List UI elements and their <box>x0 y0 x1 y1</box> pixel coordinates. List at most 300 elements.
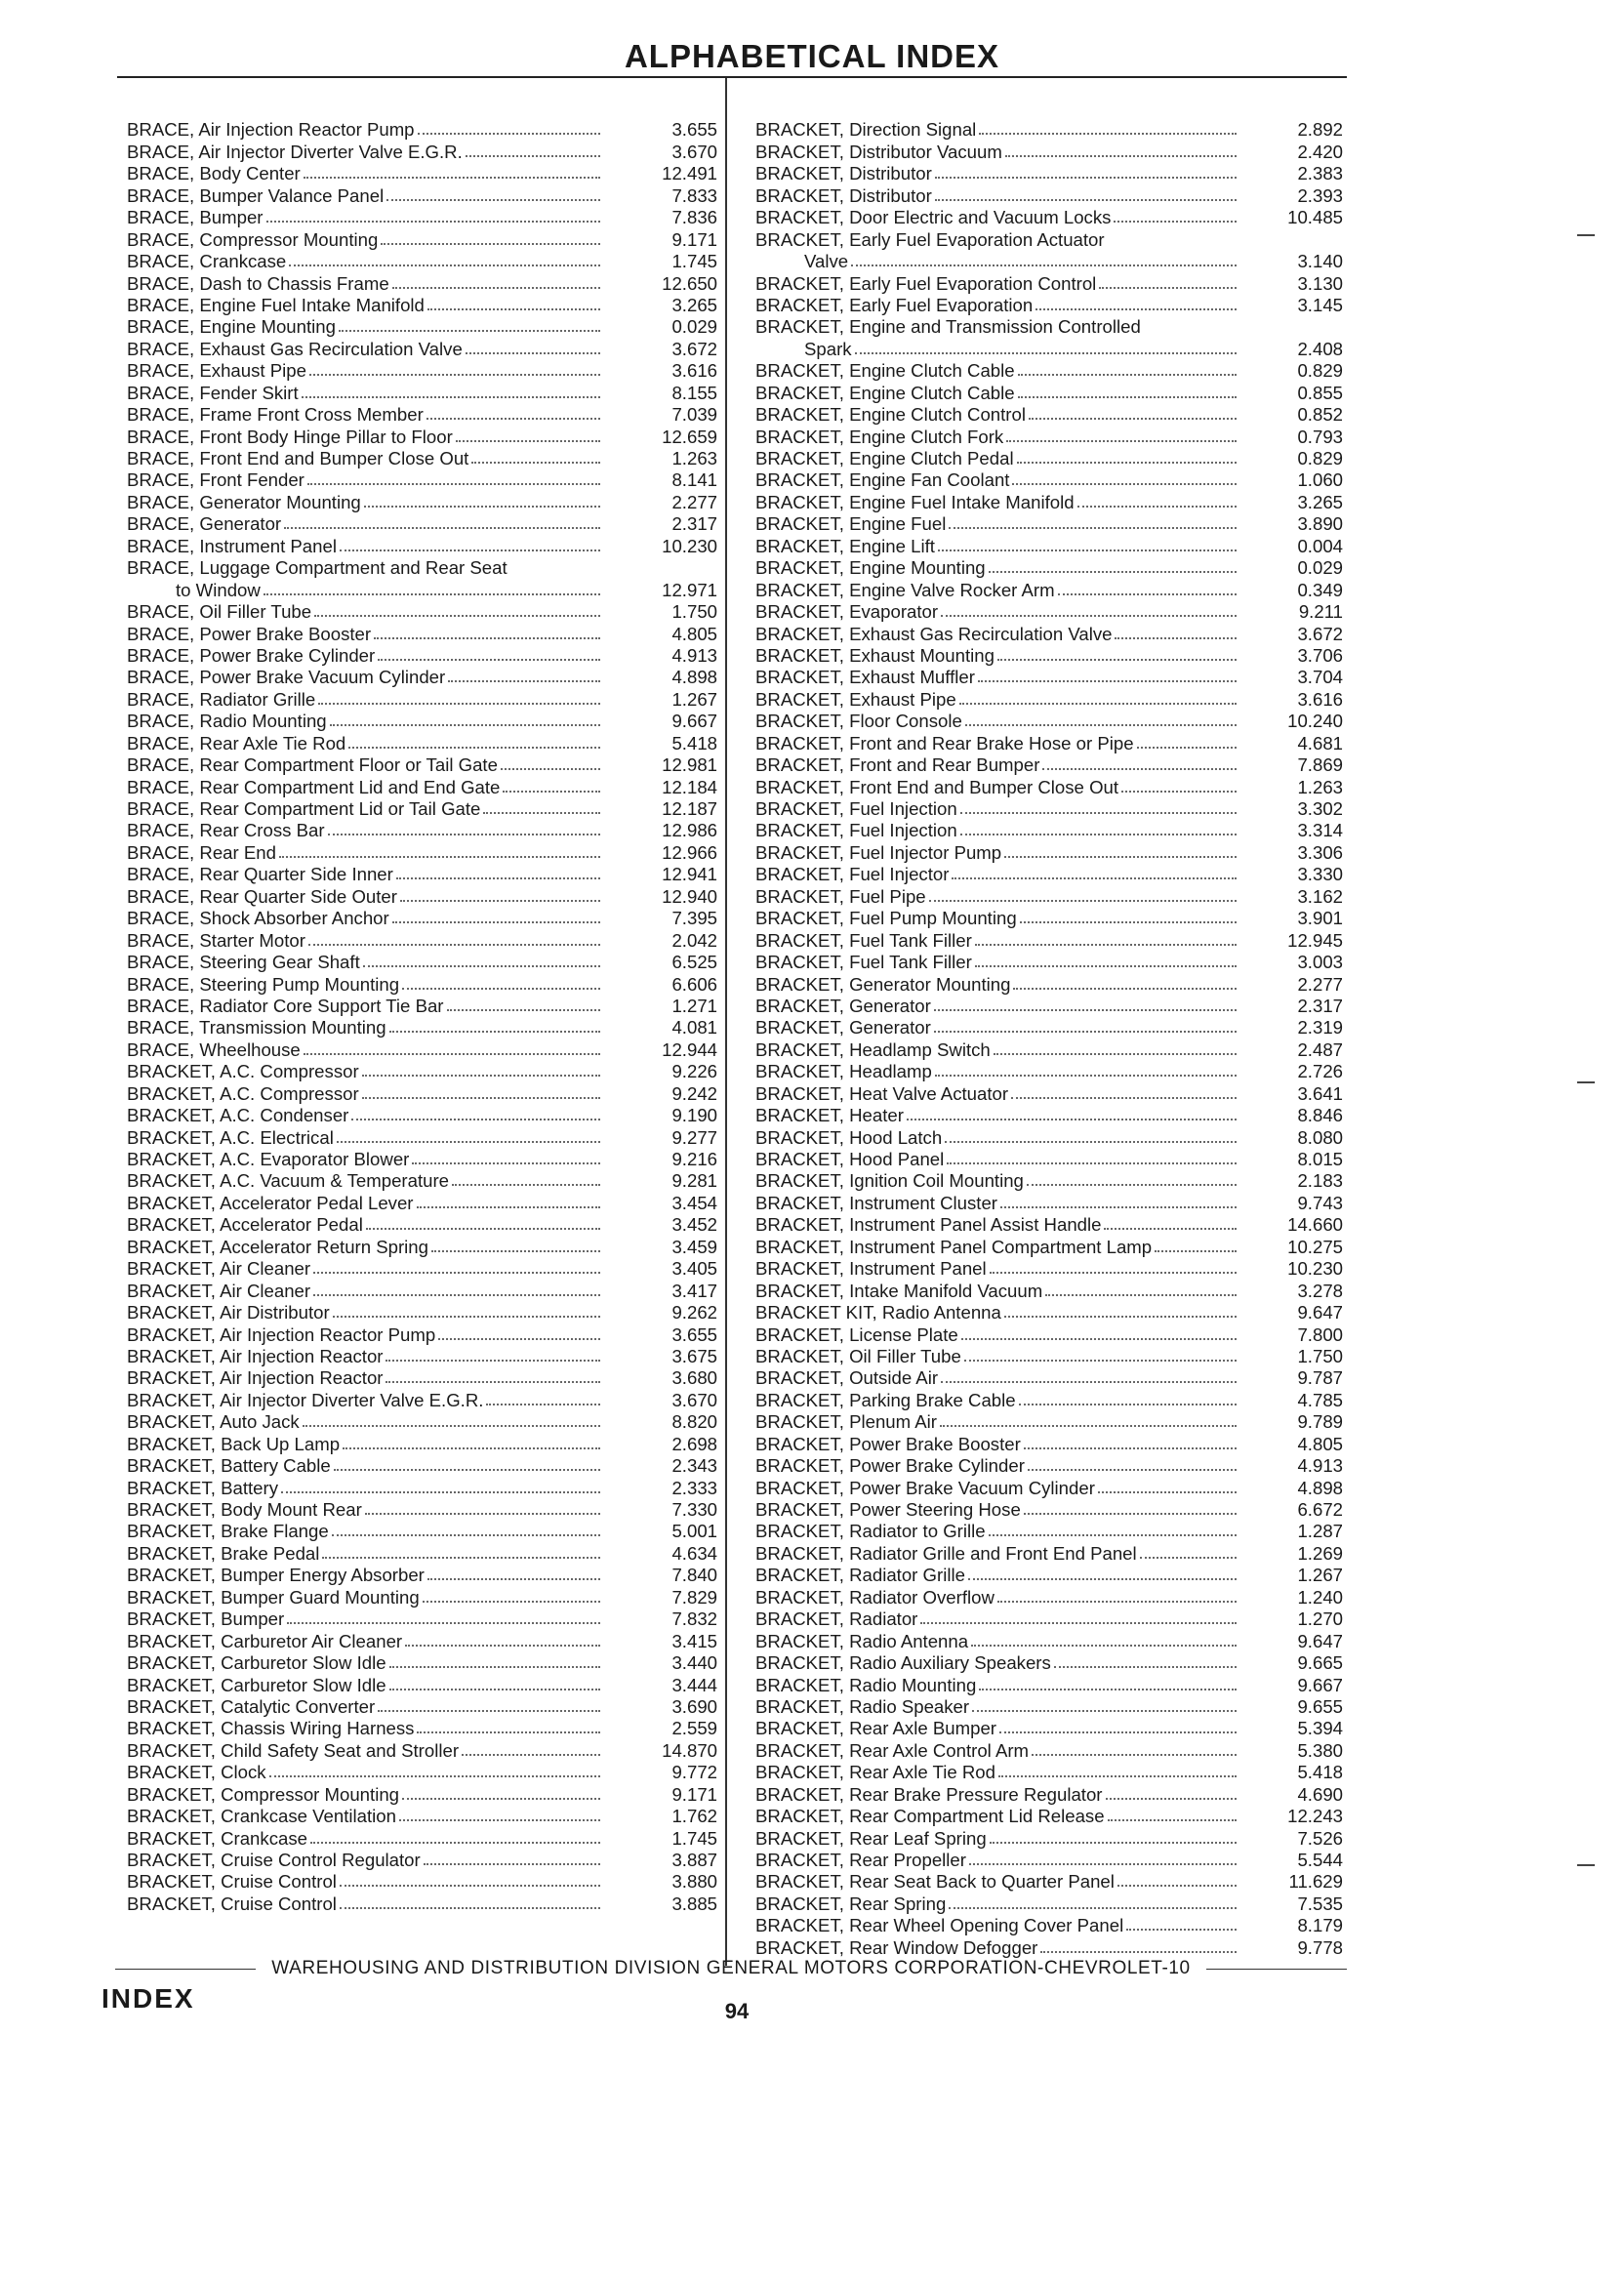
margin-tick <box>1577 1081 1595 1083</box>
footer-rule-right <box>1206 1969 1347 1970</box>
entry-page-number: 3.440 <box>671 1652 717 1674</box>
entry-label: BRACKET, Front and Rear Bumper <box>755 754 1040 776</box>
entry-label: BRACKET, Bumper Guard Mounting <box>127 1586 420 1608</box>
index-entry <box>755 1762 1343 1783</box>
entry-label: BRACKET, Exhaust Mounting <box>755 644 995 666</box>
entry-label: BRACKET, Early Fuel Evaporation <box>755 294 1034 315</box>
entry-page-number: 9.647 <box>1297 1302 1343 1323</box>
index-entry <box>755 1586 1343 1608</box>
entry-page-number: 3.690 <box>671 1695 717 1717</box>
entry-page-number: 8.155 <box>671 382 717 403</box>
index-entry <box>127 1170 717 1192</box>
dot-leader <box>935 176 1237 179</box>
dot-leader <box>1012 482 1237 485</box>
entry-page-number: 8.820 <box>671 1411 717 1433</box>
entry-page-number: 3.265 <box>671 294 717 315</box>
dot-leader <box>399 1818 600 1821</box>
entry-page-number: 12.650 <box>662 272 717 294</box>
index-entry <box>127 667 717 688</box>
dot-leader <box>1115 636 1237 639</box>
index-entry <box>755 1170 1343 1192</box>
index-entry <box>127 798 717 820</box>
entry-page-number: 9.789 <box>1297 1411 1343 1433</box>
entry-label: BRACKET, Radiator to Grille <box>755 1521 986 1542</box>
entry-page-number: 7.832 <box>671 1608 717 1630</box>
index-entry <box>127 448 717 469</box>
entry-page-number: 9.242 <box>671 1082 717 1104</box>
index-entry <box>755 228 1343 250</box>
entry-page-number: 2.383 <box>1297 163 1343 184</box>
entry-label: BRACE, Radiator Core Support Tie Bar <box>127 995 444 1016</box>
entry-label: BRACKET, Power Steering Hose <box>755 1499 1021 1520</box>
entry-label: BRACE, Wheelhouse <box>127 1038 301 1060</box>
entry-label: BRACKET, Engine Clutch Control <box>755 404 1026 426</box>
index-entry <box>755 1542 1343 1564</box>
entry-page-number: 12.945 <box>1287 929 1343 951</box>
entry-page-number: 2.393 <box>1297 184 1343 206</box>
entry-page-number: 3.672 <box>671 338 717 359</box>
index-entry <box>755 1367 1343 1389</box>
index-entry <box>127 711 717 732</box>
entry-label: BRACE, Exhaust Gas Recirculation Valve <box>127 338 463 359</box>
entry-label: BRACKET, Early Fuel Evaporation Control <box>755 272 1097 294</box>
entry-page-number: 4.081 <box>671 1017 717 1038</box>
entry-page-number: 3.901 <box>1297 908 1343 929</box>
dot-leader <box>972 1709 1237 1712</box>
entry-label: BRACKET, Engine Clutch Fork <box>755 426 1004 447</box>
entry-label: BRACKET, Fuel Injector <box>755 864 950 885</box>
index-entry <box>755 1280 1343 1301</box>
entry-label: BRACKET, Catalytic Converter <box>127 1695 376 1717</box>
dot-leader <box>935 1074 1237 1077</box>
index-entry <box>127 469 717 491</box>
entry-page-number: 14.870 <box>662 1739 717 1761</box>
entry-page-number: 3.405 <box>671 1258 717 1280</box>
index-entry <box>755 316 1343 338</box>
entry-page-number: 3.655 <box>671 119 717 141</box>
entry-label: BRACKET, Heater <box>755 1105 904 1126</box>
index-entry <box>127 404 717 426</box>
index-entry <box>755 908 1343 929</box>
entry-page-number: 2.408 <box>1297 338 1343 359</box>
index-entry <box>127 1433 717 1454</box>
entry-label: BRACKET, Fuel Injection <box>755 798 957 819</box>
entry-page-number: 9.277 <box>671 1126 717 1148</box>
dot-leader <box>362 1074 600 1077</box>
entry-label: BRACKET, Engine Clutch Cable <box>755 360 1015 382</box>
entry-label: BRACKET, A.C. Vacuum & Temperature <box>127 1170 450 1192</box>
entry-label: BRACKET, Cruise Control <box>127 1893 337 1914</box>
entry-label: BRACKET, Power Brake Vacuum Cylinder <box>755 1477 1095 1498</box>
index-entry <box>127 272 717 294</box>
entry-label: BRACKET, Plenum Air <box>755 1411 938 1433</box>
index-entry <box>127 1236 717 1257</box>
entry-page-number: 12.187 <box>662 798 717 819</box>
index-entry <box>127 1542 717 1564</box>
dot-leader <box>456 439 600 442</box>
index-entry <box>127 754 717 776</box>
index-entry <box>127 1126 717 1148</box>
entry-page-number: 7.330 <box>671 1499 717 1520</box>
index-entry <box>127 1739 717 1761</box>
entry-page-number: 8.179 <box>1297 1915 1343 1936</box>
dot-leader <box>941 614 1237 617</box>
entry-label: to Window <box>176 579 261 600</box>
entry-page-number: 9.171 <box>671 228 717 250</box>
entry-label: BRACKET, Fuel Tank Filler <box>755 929 972 951</box>
dot-leader <box>412 1161 600 1164</box>
entry-page-number: 2.343 <box>671 1455 717 1477</box>
index-entry <box>755 1652 1343 1674</box>
entry-page-number: 4.681 <box>1297 732 1343 753</box>
index-entry <box>127 184 717 206</box>
dot-leader <box>334 1468 600 1471</box>
entry-page-number: 0.852 <box>1297 404 1343 426</box>
index-entry <box>127 1149 717 1170</box>
entry-page-number: 3.302 <box>1297 798 1343 819</box>
index-entry <box>755 1323 1343 1345</box>
entry-page-number: 12.491 <box>662 163 717 184</box>
index-entry <box>127 929 717 951</box>
index-entry <box>127 973 717 995</box>
dot-leader <box>1140 1556 1237 1559</box>
footer-text: WAREHOUSING AND DISTRIBUTION DIVISION GENERAL MOTORS CORPORATION-CHEVROLET-10 <box>271 1958 1191 1978</box>
index-entry <box>127 207 717 228</box>
dot-leader <box>402 987 600 990</box>
dot-leader <box>378 658 600 661</box>
dot-leader <box>364 505 600 508</box>
entry-label: BRACKET, Carburetor Slow Idle <box>127 1652 386 1674</box>
dot-leader <box>471 461 600 464</box>
dot-leader <box>423 1600 600 1603</box>
index-entry <box>127 316 717 338</box>
entry-page-number: 3.415 <box>671 1630 717 1651</box>
entry-page-number: 7.526 <box>1297 1827 1343 1849</box>
index-entry <box>127 996 717 1017</box>
index-entry <box>127 360 717 382</box>
dot-leader <box>427 307 600 310</box>
index-entry <box>755 251 1343 272</box>
entry-page-number: 12.944 <box>662 1038 717 1060</box>
entry-label: BRACKET, Exhaust Pipe <box>755 688 956 710</box>
entry-page-number: 12.966 <box>662 841 717 863</box>
entry-label: BRACE, Rear Compartment Lid or Tail Gate <box>127 798 481 819</box>
entry-page-number: 1.267 <box>671 688 717 710</box>
entry-label: BRACE, Transmission Mounting <box>127 1017 386 1038</box>
entry-page-number: 3.003 <box>1297 952 1343 973</box>
index-entry <box>127 1499 717 1521</box>
index-entry <box>127 601 717 623</box>
entry-label: BRACE, Exhaust Pipe <box>127 360 306 382</box>
index-entry <box>127 1280 717 1301</box>
index-entry <box>755 601 1343 623</box>
entry-page-number: 9.281 <box>671 1170 717 1192</box>
dot-leader <box>1024 1512 1237 1515</box>
entry-label: BRACKET, Rear Brake Pressure Regulator <box>755 1783 1103 1805</box>
entry-page-number: 5.418 <box>1297 1762 1343 1783</box>
entry-page-number: 3.616 <box>1297 688 1343 710</box>
dot-leader <box>386 198 600 201</box>
entry-page-number: 10.230 <box>662 535 717 556</box>
entry-page-number: 8.015 <box>1297 1149 1343 1169</box>
entry-label: BRACKET, Engine Valve Rocker Arm <box>755 579 1055 600</box>
entry-label: BRACE, Front End and Bumper Close Out <box>127 448 469 468</box>
dot-leader <box>965 723 1237 726</box>
entry-page-number: 2.042 <box>671 929 717 951</box>
dot-leader <box>322 1556 600 1559</box>
entry-label: BRACE, Rear End <box>127 841 276 863</box>
entry-page-number: 10.485 <box>1287 207 1343 228</box>
entry-label: BRACKET, Carburetor Slow Idle <box>127 1674 386 1695</box>
entry-label: BRACKET, Instrument Panel Assist Handle <box>755 1214 1102 1236</box>
entry-label: BRACE, Luggage Compartment and Rear Seat <box>127 557 508 579</box>
index-entry <box>127 141 717 162</box>
index-entry <box>755 1017 1343 1038</box>
index-entry <box>755 1214 1343 1236</box>
entry-label: BRACKET, Intake Manifold Vacuum <box>755 1280 1043 1301</box>
entry-label: BRACKET, Exhaust Muffler <box>755 667 975 688</box>
entry-page-number: 3.278 <box>1297 1280 1343 1301</box>
index-entry <box>127 1258 717 1280</box>
entry-label: BRACKET, Accelerator Pedal <box>127 1214 363 1236</box>
entry-page-number: 12.243 <box>1287 1806 1343 1827</box>
index-entry <box>755 1893 1343 1914</box>
entry-label: BRACKET, Body Mount Rear <box>127 1499 362 1520</box>
dot-leader <box>340 1906 600 1909</box>
entry-label: BRACKET, Hood Panel <box>755 1149 945 1169</box>
dot-leader <box>941 1380 1237 1383</box>
dot-leader <box>447 1008 600 1011</box>
dot-leader <box>990 1271 1237 1274</box>
entry-label: Spark <box>804 338 852 359</box>
entry-page-number: 4.898 <box>671 667 717 688</box>
entry-label: BRACKET, Rear Axle Bumper <box>755 1718 996 1739</box>
entry-label: BRACE, Air Injection Reactor Pump <box>127 119 415 141</box>
index-entry <box>127 251 717 272</box>
dot-leader <box>1106 1797 1238 1800</box>
index-entry <box>127 1411 717 1433</box>
dot-leader <box>975 943 1237 946</box>
index-entry <box>755 1827 1343 1849</box>
index-entry <box>755 1718 1343 1739</box>
entry-label: BRACKET, Fuel Pump Mounting <box>755 908 1017 929</box>
dot-leader <box>1035 307 1237 310</box>
entry-page-number: 0.029 <box>671 316 717 338</box>
dot-leader <box>968 1577 1237 1580</box>
entry-label: BRACKET, Battery <box>127 1477 278 1498</box>
entry-page-number: 1.267 <box>1297 1565 1343 1586</box>
entry-page-number: 0.829 <box>1297 448 1343 468</box>
entry-page-number: 0.793 <box>1297 426 1343 447</box>
entry-label: BRACE, Oil Filler Tube <box>127 601 312 623</box>
index-entry <box>127 1192 717 1213</box>
left-index-column <box>127 119 717 1915</box>
entry-page-number: 4.913 <box>1297 1455 1343 1477</box>
column-divider <box>725 78 727 1966</box>
dot-leader <box>396 876 600 879</box>
dot-leader <box>287 1621 600 1624</box>
entry-page-number: 3.641 <box>1297 1082 1343 1104</box>
entry-label: BRACE, Shock Absorber Anchor <box>127 908 389 929</box>
index-entry <box>127 1783 717 1805</box>
entry-page-number: 3.162 <box>1297 885 1343 907</box>
entry-page-number: 9.211 <box>1298 601 1343 623</box>
dot-leader <box>405 1644 600 1647</box>
dot-leader <box>374 636 600 639</box>
entry-label: BRACKET, Distributor <box>755 184 932 206</box>
entry-label: BRACKET, Air Injection Reactor Pump <box>127 1323 436 1345</box>
dot-leader <box>378 1709 600 1712</box>
title-rule <box>117 76 1347 78</box>
entry-label: BRACKET, Engine Lift <box>755 535 935 556</box>
entry-label: BRACE, Front Fender <box>127 469 304 491</box>
dot-leader <box>308 943 600 946</box>
entry-page-number: 12.940 <box>662 885 717 907</box>
index-entry <box>755 207 1343 228</box>
entry-page-number: 1.750 <box>671 601 717 623</box>
index-entry <box>755 688 1343 710</box>
index-entry <box>127 1346 717 1367</box>
entry-label: Valve <box>804 251 849 272</box>
entry-label: BRACKET, Door Electric and Vacuum Locks <box>755 207 1112 228</box>
dot-leader <box>337 1140 600 1143</box>
entry-page-number: 5.394 <box>1297 1718 1343 1739</box>
dot-leader <box>362 1096 600 1099</box>
entry-label: BRACKET, Outside Air <box>755 1367 939 1389</box>
index-entry <box>755 645 1343 667</box>
entry-page-number: 4.634 <box>671 1542 717 1564</box>
entry-page-number: 1.263 <box>671 448 717 468</box>
dot-leader <box>1040 1950 1237 1953</box>
dot-leader <box>340 549 600 551</box>
dot-leader <box>314 614 600 617</box>
index-entry <box>755 952 1343 973</box>
entry-label: BRACKET, Radiator <box>755 1608 918 1630</box>
index-entry <box>127 382 717 403</box>
entry-label: BRACE, Generator Mounting <box>127 491 361 512</box>
entry-page-number: 2.420 <box>1297 141 1343 162</box>
entry-label: BRACKET, A.C. Electrical <box>127 1126 334 1148</box>
index-entry <box>755 864 1343 885</box>
index-entry <box>755 184 1343 206</box>
entry-page-number: 1.271 <box>671 995 717 1016</box>
entry-page-number: 7.039 <box>671 404 717 426</box>
index-entry <box>755 776 1343 797</box>
index-entry <box>755 141 1343 162</box>
index-entry <box>755 1411 1343 1433</box>
index-entry <box>755 1696 1343 1718</box>
index-entry <box>755 1499 1343 1521</box>
dot-leader <box>366 1227 600 1230</box>
index-entry <box>127 776 717 797</box>
entry-label: BRACE, Fender Skirt <box>127 382 299 403</box>
dot-leader <box>1000 1205 1237 1208</box>
entry-label: BRACKET, Air Cleaner <box>127 1258 311 1280</box>
dot-leader <box>462 1753 600 1756</box>
index-entry <box>127 1630 717 1651</box>
index-entry <box>755 1061 1343 1082</box>
dot-leader <box>1028 1468 1237 1471</box>
index-entry <box>127 1477 717 1498</box>
dot-leader <box>1027 1183 1237 1186</box>
entry-label: BRACKET, Bumper <box>127 1608 285 1630</box>
entry-page-number: 7.395 <box>671 908 717 929</box>
entry-page-number: 8.141 <box>671 469 717 491</box>
entry-label: BRACKET, Rear Wheel Opening Cover Panel <box>755 1915 1124 1936</box>
entry-page-number: 9.787 <box>1297 1367 1343 1389</box>
dot-leader <box>392 920 600 923</box>
index-entry <box>127 513 717 535</box>
dot-leader <box>920 1621 1237 1624</box>
index-entry <box>127 820 717 841</box>
entry-page-number: 4.898 <box>1297 1477 1343 1498</box>
dot-leader <box>438 1337 600 1340</box>
dot-leader <box>960 811 1237 814</box>
dot-leader <box>1024 1446 1237 1449</box>
dot-leader <box>1011 1096 1237 1099</box>
entry-page-number: 6.672 <box>1297 1499 1343 1520</box>
dot-leader <box>351 1118 600 1120</box>
entry-page-number: 3.655 <box>671 1323 717 1345</box>
dot-leader <box>990 1841 1237 1844</box>
dot-leader <box>1058 592 1237 595</box>
dot-leader <box>486 1403 600 1405</box>
index-entry <box>127 1389 717 1410</box>
entry-page-number: 9.655 <box>1297 1695 1343 1717</box>
entry-page-number: 14.660 <box>1287 1214 1343 1236</box>
dot-leader <box>264 592 600 595</box>
index-entry <box>755 1082 1343 1104</box>
index-entry <box>127 1061 717 1082</box>
entry-label: BRACKET, Fuel Injection <box>755 820 957 841</box>
dot-leader <box>1004 855 1237 858</box>
index-entry <box>755 1630 1343 1651</box>
page-title: ALPHABETICAL INDEX <box>624 38 1000 74</box>
dot-leader <box>389 1030 600 1033</box>
entry-page-number: 3.130 <box>1297 272 1343 294</box>
dot-leader <box>304 1052 600 1055</box>
entry-page-number: 3.675 <box>671 1345 717 1366</box>
entry-page-number: 1.270 <box>1297 1608 1343 1630</box>
dot-leader <box>947 1161 1237 1164</box>
index-entry <box>755 1674 1343 1695</box>
index-entry <box>755 1236 1343 1257</box>
entry-label: BRACKET, Battery Cable <box>127 1455 331 1477</box>
index-entry <box>755 535 1343 556</box>
entry-page-number: 3.704 <box>1297 667 1343 688</box>
entry-page-number: 1.287 <box>1297 1521 1343 1542</box>
entry-label: BRACKET, Accelerator Return Spring <box>127 1236 428 1257</box>
index-entry <box>755 754 1343 776</box>
index-entry <box>755 623 1343 644</box>
entry-label: BRACE, Rear Quarter Side Inner <box>127 864 393 885</box>
entry-label: BRACKET, Hood Latch <box>755 1126 943 1148</box>
dot-leader <box>318 702 600 705</box>
index-entry <box>127 1521 717 1542</box>
dot-leader <box>304 176 600 179</box>
dot-leader <box>975 964 1237 967</box>
entry-label: BRACKET, Rear Axle Control Arm <box>755 1739 1030 1761</box>
dot-leader <box>979 132 1237 135</box>
entry-label: BRACKET, Brake Flange <box>127 1521 329 1542</box>
entry-page-number: 1.240 <box>1297 1586 1343 1608</box>
entry-label: BRACKET, Radio Speaker <box>755 1695 970 1717</box>
index-entry <box>127 1214 717 1236</box>
index-entry <box>127 623 717 644</box>
entry-page-number: 4.805 <box>1297 1433 1343 1454</box>
entry-page-number: 2.183 <box>1297 1170 1343 1192</box>
entry-page-number: 7.836 <box>671 207 717 228</box>
